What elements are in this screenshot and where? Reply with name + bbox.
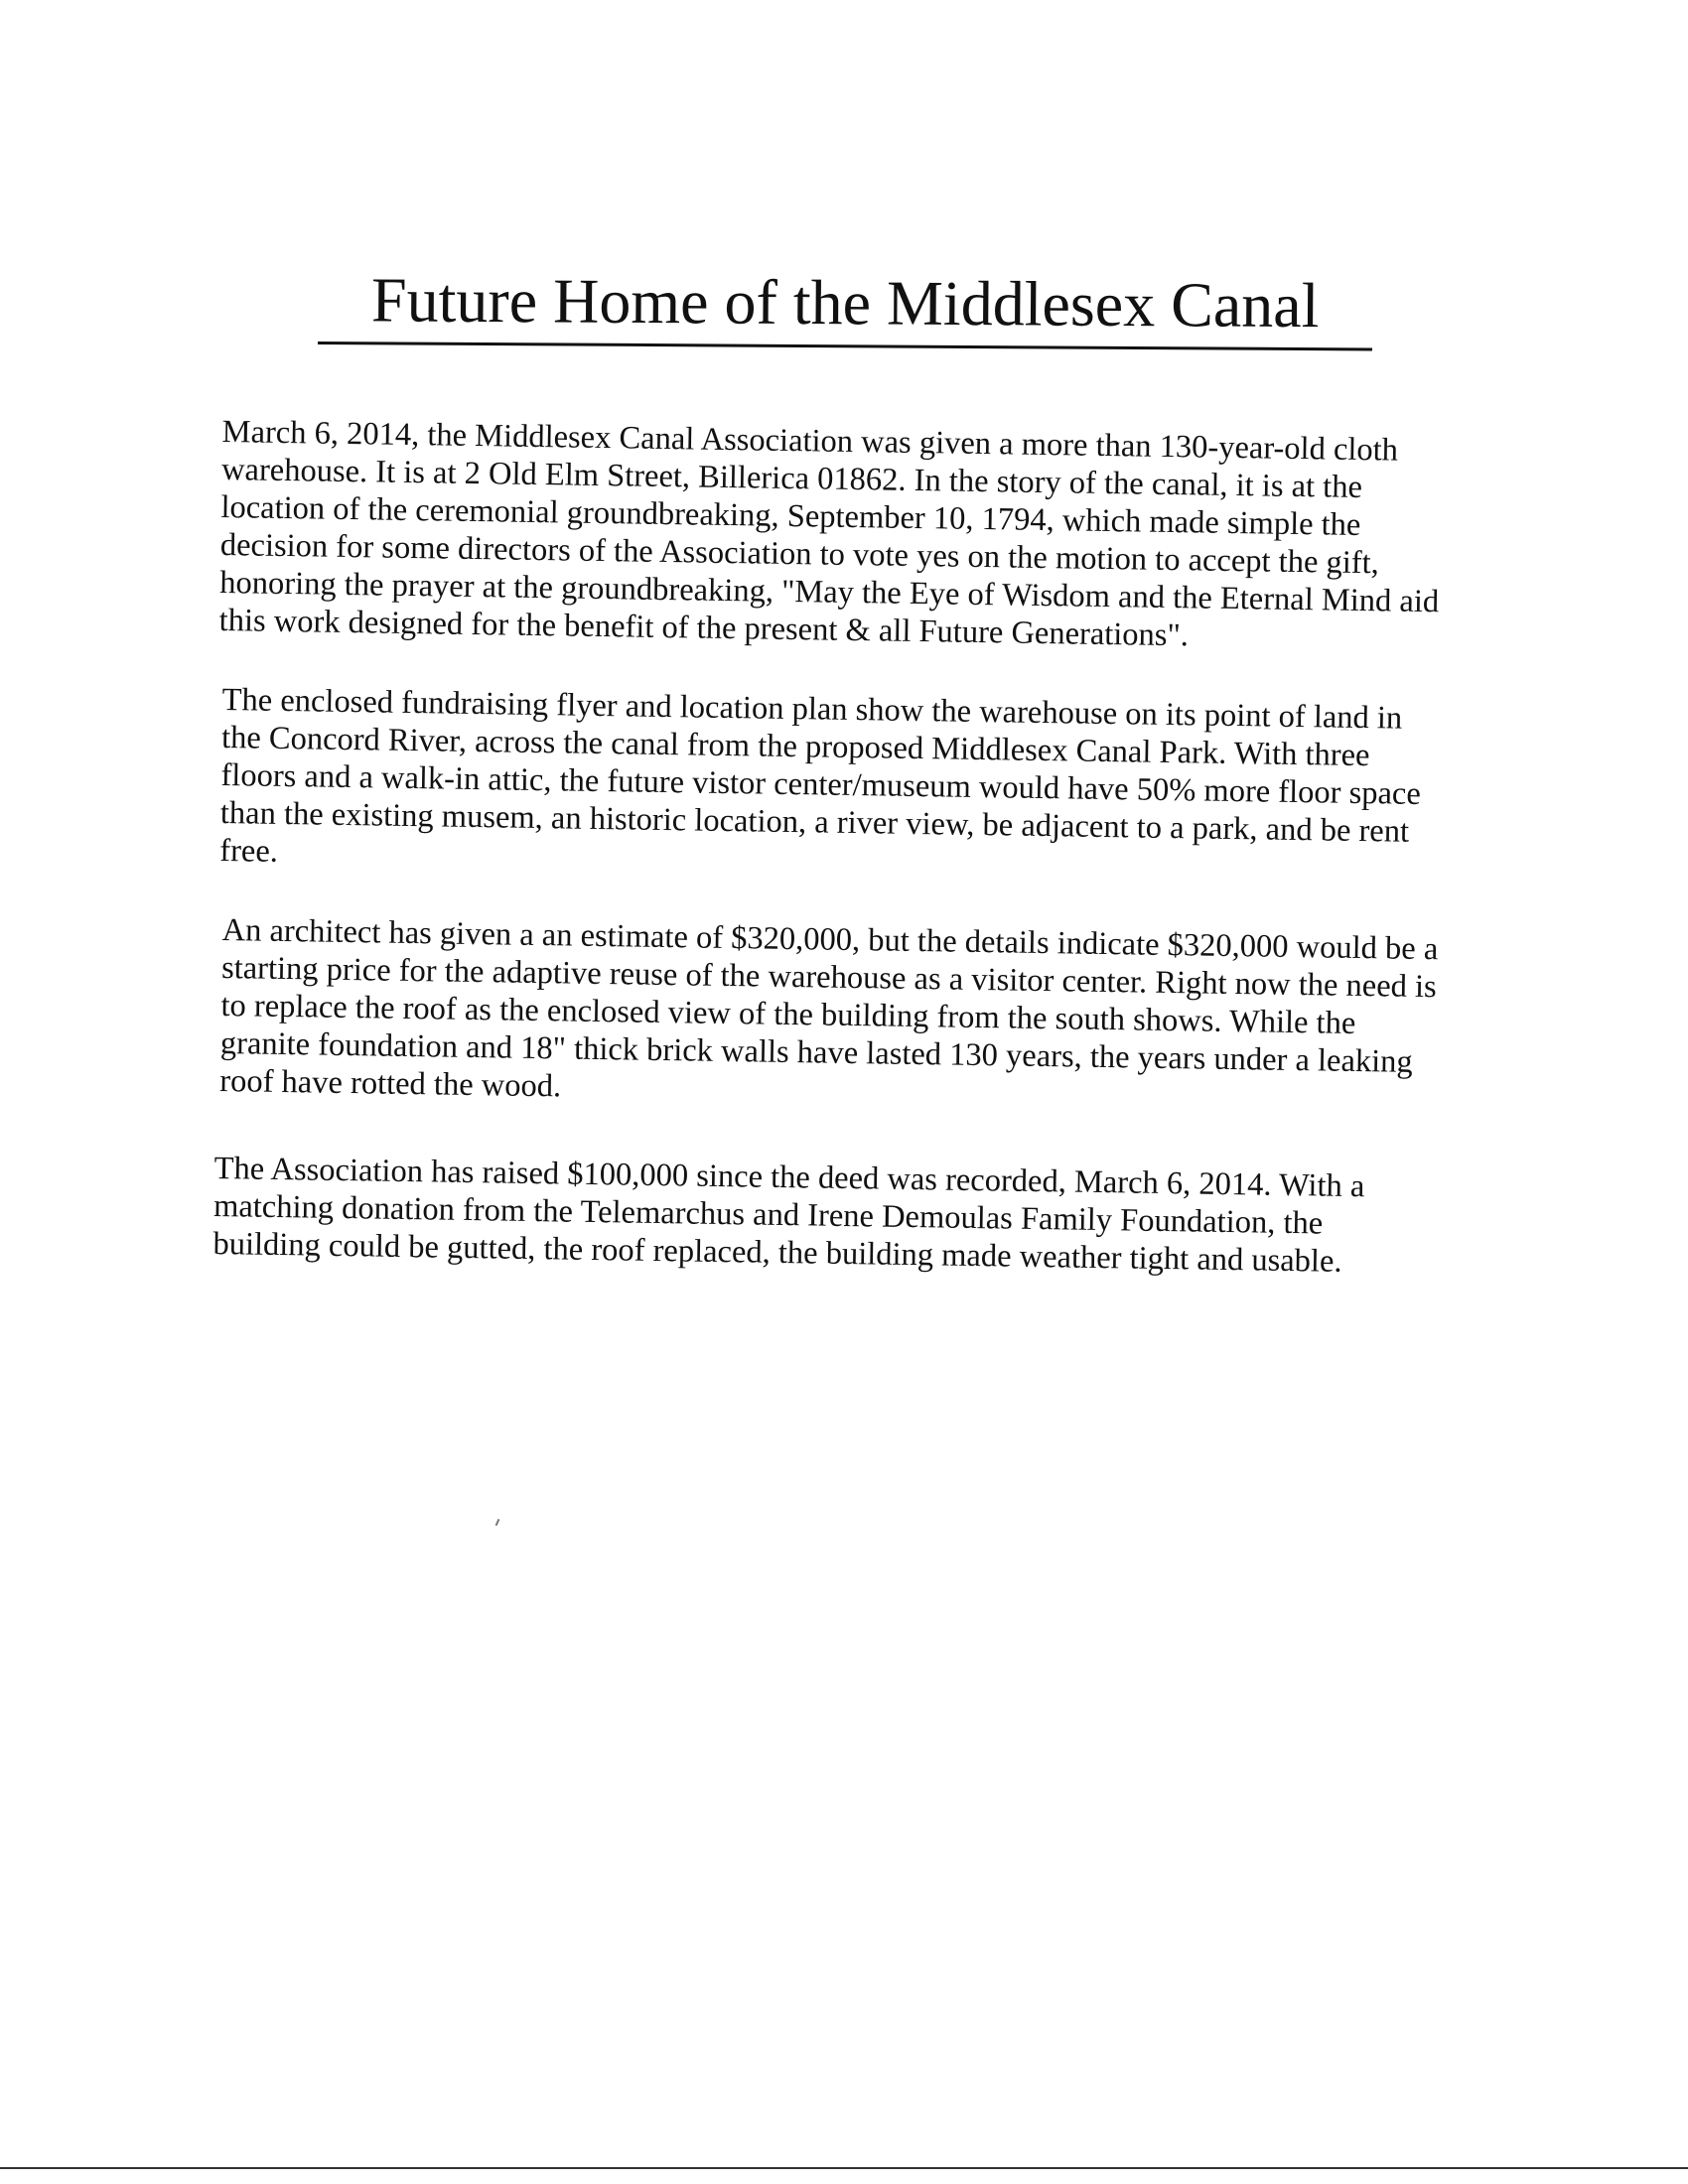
title-underline (318, 260, 1372, 350)
page-title: Future Home of the Middlesex Canal (370, 264, 1320, 341)
scan-speck (495, 1519, 500, 1526)
paragraph-fundraising-status: The Association has raised $100,000 since the deed was recorded, March 6, 2014. With a matching donation from the Telemarchus and Irene Demoulas Family Foundation, the building could be gutted, the roof replaced, the building made weather tight and usable. (212, 1150, 1365, 1280)
paragraph-location-plan: The enclosed fundraising flyer and location plan show the warehouse on its point of land in the Concord River, across the canal from the proposed Middlesex Canal Park. With three floors and a walk-in attic, the future vistor center/museum would have 50% more floor space than the existing musem, an historic location, a river view, be adjacent to a park, and be rent free. (219, 681, 1422, 870)
paragraph-architect-estimate: An architect has given a an estimate of $320,000, but the details indicate $320,000 would be a starting price for the adaptive reuse of the warehouse as a visitor center. Right now the need is to replace the roof as the enclosed view of the building from the south shows. While the granite foundation and 18" thick brick walls have lasted 130 years, the years under a leaking roof have rotted the wood. (219, 911, 1439, 1105)
paragraph-gift-announcement: March 6, 2014, the Middlesex Canal Association was given a more than 130-year-old cloth warehouse. It is at 2 Old Elm Street, Billerica 01862. In the story of the canal, it is at the location of the ceremonial groundbreaking, September 10, 1794, which made simple the decision for some directors of the Association to vote yes on the motion to accept the gift, honoring the prayer at the groundbreaking, "May the Eye of Wisdom and the Eternal Mind aid this work designed for the benefit of the present & all Future Generations". (218, 413, 1440, 654)
scan-edge-line (0, 2167, 1688, 2169)
